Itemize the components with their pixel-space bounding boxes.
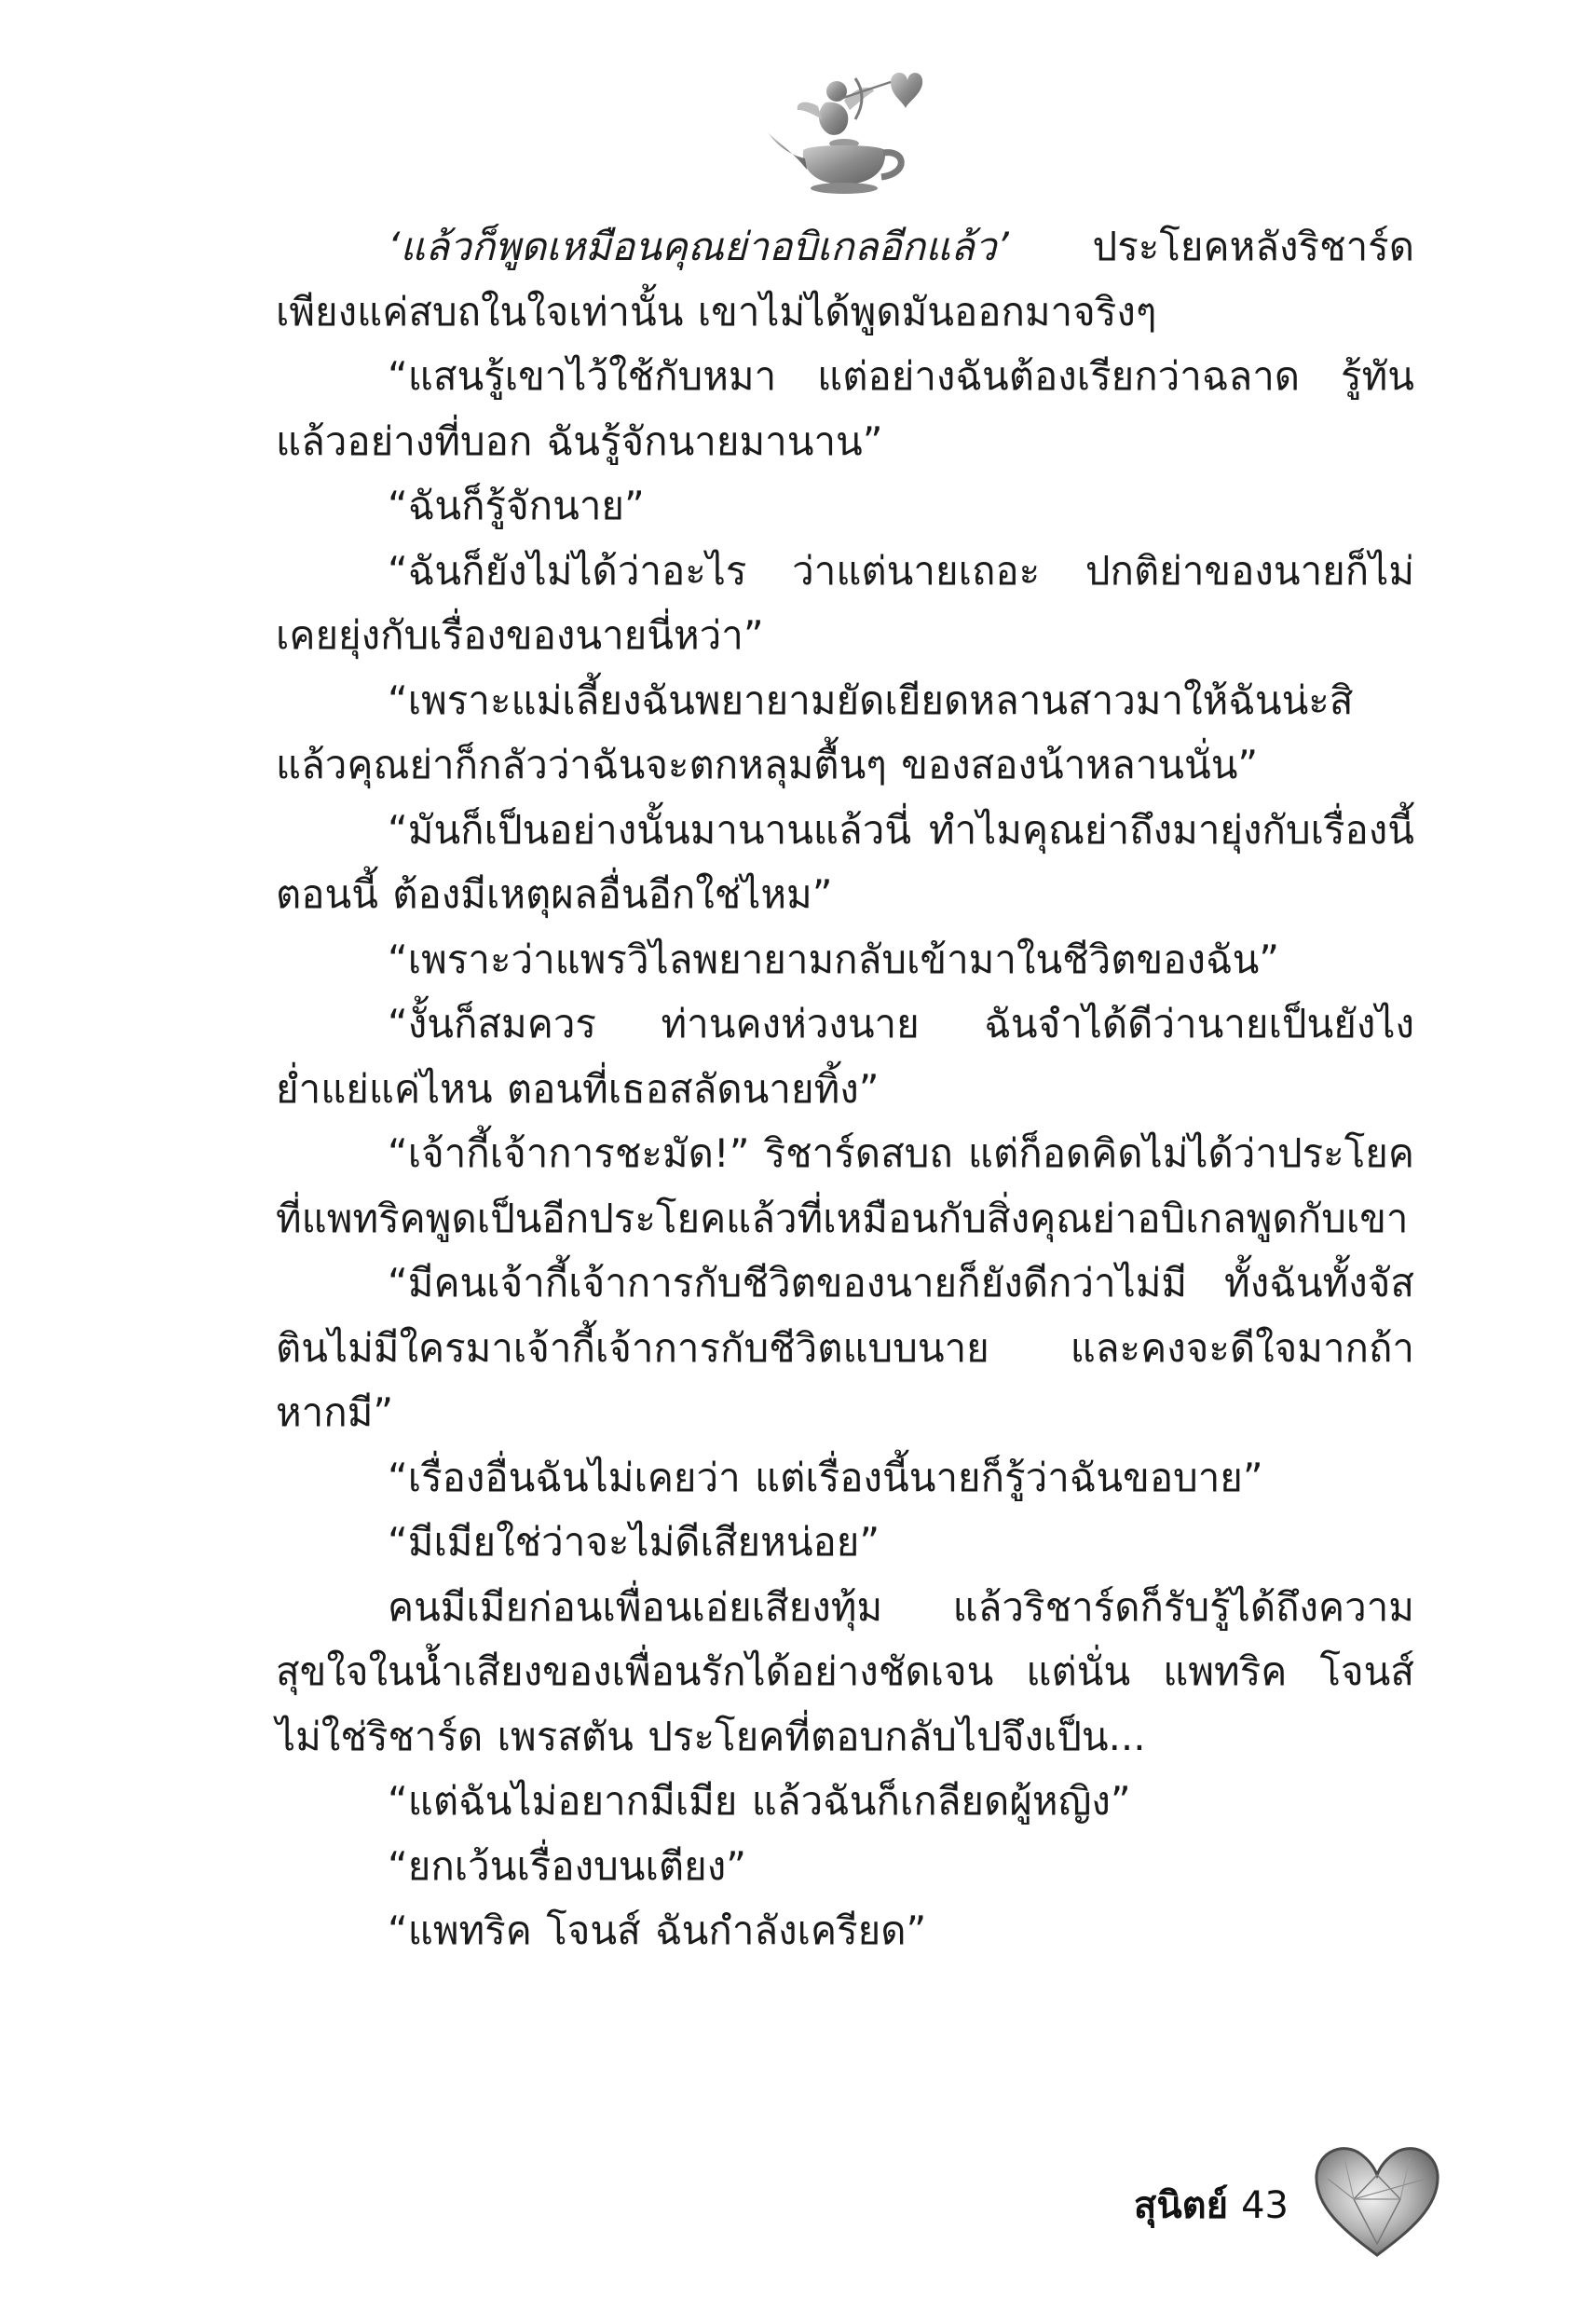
paragraph-text: “มีเมียใช่ว่าจะไม่ดีเสียหน่อย” bbox=[388, 1519, 880, 1565]
paragraph-text: “เพราะว่าแพรวิไลพยายามกลับเข้ามาในชีวิตของฉัน” bbox=[388, 936, 1280, 982]
paragraph bbox=[276, 539, 1414, 668]
page-footer bbox=[1074, 2134, 1447, 2264]
italic-thought: ‘แล้วก็พูดเหมือนคุณย่าอบิเกลอีกแล้ว’ bbox=[388, 224, 1009, 269]
paragraph-text: “มันก็เป็นอย่างนั้นมานานแล้วนี่ ทำไมคุณย่าถึงมายุ่งกับเรื่องนี้ตอนนี้ ต้องมีเหตุผลอื่นอีกใช่ไหม” bbox=[276, 806, 1414, 917]
page-number: 43 bbox=[1241, 2184, 1289, 2227]
paragraph bbox=[276, 214, 1414, 344]
paragraph bbox=[276, 1575, 1414, 1770]
running-footer bbox=[1134, 2175, 1289, 2235]
paragraph bbox=[276, 473, 1414, 539]
paragraph bbox=[276, 798, 1414, 927]
paragraph-text: “แสนรู้เขาไว้ใช้กับหมา แต่อย่างฉันต้องเรียกว่าฉลาด รู้ทัน แล้วอย่างที่บอก ฉันรู้จักนายมานาน” bbox=[276, 353, 1414, 464]
paragraph bbox=[276, 1834, 1414, 1899]
paragraph bbox=[276, 1121, 1414, 1251]
paragraph-text: “งั้นก็สมควร ท่านคงห่วงนาย ฉันจำได้ดีว่านายเป็นยังไง ย่ำแย่แค่ไหน ตอนที่เธอสลัดนายทิ้ง” bbox=[276, 1001, 1414, 1112]
paragraph bbox=[276, 668, 1414, 798]
paragraph-text: “แพทริค โจนส์ ฉันกำลังเครียด” bbox=[388, 1908, 927, 1953]
paragraph bbox=[276, 1445, 1414, 1511]
paragraph-text: คนมีเมียก่อนเพื่อนเอ่ยเสียงทุ้ม แล้วริชาร์ดก็รับรู้ได้ถึงความสุขใจในน้ำเสียงของเพื่อนรักได้อย่างชัดเจน แต่นั่น แพทริค โจนส์ ไม่ใช่ริชาร์ด เพรสตัน ประโยคที่ตอบกลับไปจึงเป็น... bbox=[276, 1583, 1414, 1759]
paragraph-text: “เรื่องอื่นฉันไม่เคยว่า แต่เรื่องนี้นายก็รู้ว่าฉันขอบาย” bbox=[388, 1454, 1263, 1500]
diamond-heart-icon bbox=[1307, 2134, 1447, 2264]
paragraph bbox=[276, 1769, 1414, 1834]
paragraph-text: “มีคนเจ้ากี้เจ้าการกับชีวิตของนายก็ยังดีกว่าไม่มี ทั้งฉันทั้งจัสตินไม่มีใครมาเจ้ากี้เจ้าการกับชีวิตแบบนาย และคงจะดีใจมากถ้าหากมี” bbox=[276, 1260, 1414, 1435]
paragraph-text: “ฉันก็รู้จักนาย” bbox=[388, 483, 645, 528]
paragraph bbox=[276, 1898, 1414, 1963]
paragraph-text: “เพราะแม่เลี้ยงฉันพยายามยัดเยียดหลานสาวมาให้ฉันน่ะสิ แล้วคุณย่าก็กลัวว่าฉันจะตกหลุมตื้นๆ ของสองน้าหลานนั่น” bbox=[276, 677, 1354, 787]
page-body bbox=[276, 214, 1414, 1963]
paragraph-text: “แต่ฉันไม่อยากมีเมีย แล้วฉันก็เกลียดผู้หญิง” bbox=[388, 1778, 1131, 1824]
paragraph bbox=[276, 927, 1414, 992]
paragraph-text: “เจ้ากี้เจ้าการชะมัด!” ริชาร์ดสบถ แต่ก็อดคิดไม่ได้ว่าประโยคที่แพทริคพูดเป็นอีกประโยคแล้วที่เหมือนกับสิ่งคุณย่าอบิเกลพูดกับเขา bbox=[276, 1130, 1414, 1241]
paragraph-text: “ยกเว้นเรื่องบนเตียง” bbox=[388, 1842, 746, 1889]
paragraph bbox=[276, 991, 1414, 1121]
paragraph-text: ประโยคหลังริชาร์ดเพียงแค่สบถในใจเท่านั้น เขาไม่ได้พูดมันออกมาจริงๆ bbox=[276, 224, 1414, 335]
cupid-teapot-ornament-icon bbox=[751, 54, 937, 203]
paragraph bbox=[276, 1251, 1414, 1445]
paragraph bbox=[276, 344, 1414, 473]
paragraph bbox=[276, 1510, 1414, 1575]
author-name: สุนิตย์ bbox=[1133, 2184, 1229, 2227]
paragraph-text: “ฉันก็ยังไม่ได้ว่าอะไร ว่าแต่นายเถอะ ปกติย่าของนายก็ไม่เคยยุ่งกับเรื่องของนายนี่หว่า” bbox=[276, 547, 1414, 658]
